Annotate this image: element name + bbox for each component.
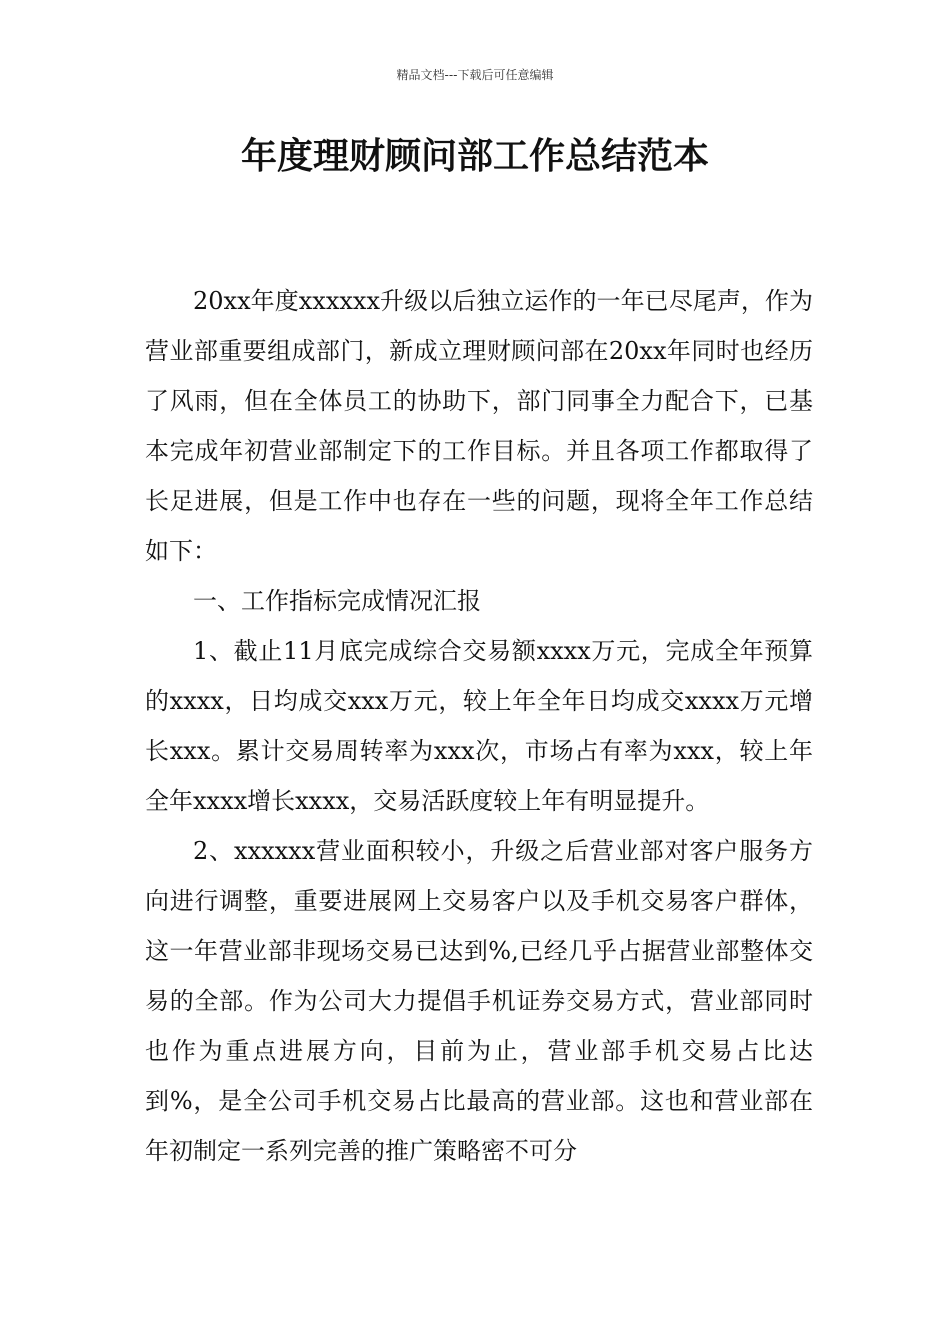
paragraph-item-1: 1、截止11月底完成综合交易额xxxx万元，完成全年预算的xxxx，日均成交xxx万元，较上年全年日均成交xxxx万元增长xxx。累计交易周转率为xxx次，市场占有率为xxx，较上年全年xxxx增长xxxx，交易活跃度较上年有明显提升。 xyxy=(145,637,813,815)
paragraph-item-2: 2、xxxxxx营业面积较小，升级之后营业部对客户服务方向进行调整，重要进展网上交易客户以及手机交易客户群体，这一年营业部非现场交易已达到%,已经几乎占据营业部整体交易的全部。作为公司大力提倡手机证券交易方式，营业部同时也作为重点进展方向，目前为止，营业部手机交易占比达到%，是全公司手机交易占比最高的营业部。这也和营业部在年初制定一系列完善的推广策略密不可分 xyxy=(145,837,813,1165)
page-header-note: 精品文档---下载后可任意编辑 xyxy=(396,68,554,82)
section-heading-1: 一、工作指标完成情况汇报 xyxy=(193,587,481,615)
paragraph-intro: 20xx年度xxxxxx升级以后独立运作的一年已尽尾声，作为营业部重要组成部门，新成立理财顾问部在20xx年同时也经历了风雨，但在全体员工的协助下，部门同事全力配合下，已基本完成年初营业部制定下的工作目标。并且各项工作都取得了长足进展，但是工作中也存在一些的问题，现将全年工作总结如下： xyxy=(145,287,813,565)
document-body xyxy=(145,276,813,1176)
document-title: 年度理财顾问部工作总结范本 xyxy=(240,136,709,177)
